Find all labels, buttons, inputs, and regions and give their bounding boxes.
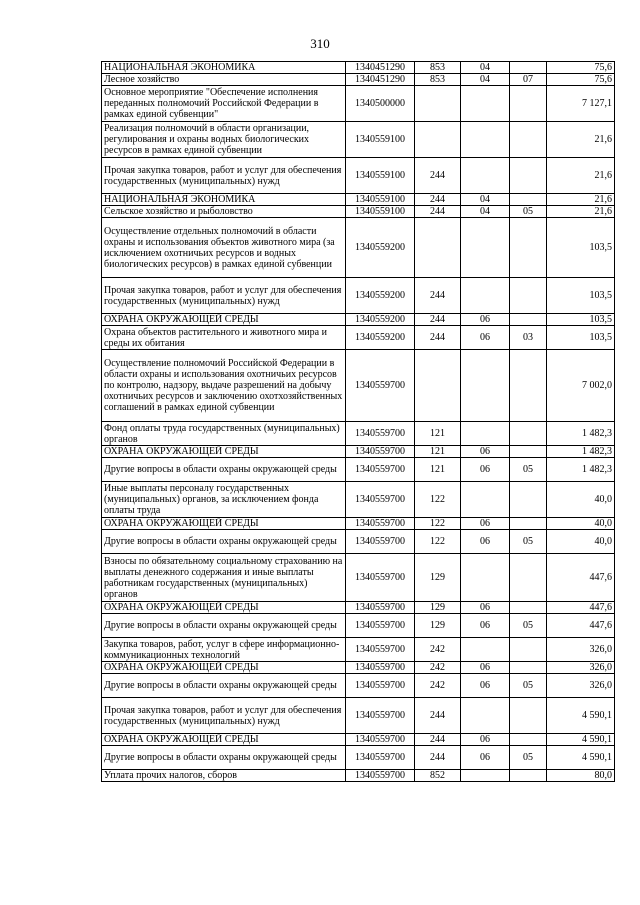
- cell-target-article: 1340559700: [346, 746, 415, 770]
- cell-section: [461, 86, 510, 122]
- cell-section: 04: [461, 74, 510, 86]
- cell-subsection: [510, 62, 547, 74]
- cell-name: ОХРАНА ОКРУЖАЮЩЕЙ СРЕДЫ: [102, 446, 346, 458]
- table-row: [102, 518, 615, 530]
- table-row: [102, 194, 615, 206]
- cell-name: Охрана объектов растительного и животного мира и среды их обитания: [102, 326, 346, 350]
- cell-target-article: 1340559700: [346, 518, 415, 530]
- cell-subsection: 05: [510, 458, 547, 482]
- cell-amount: 103,5: [547, 278, 615, 314]
- table-row: [102, 62, 615, 74]
- cell-expense-type: [415, 350, 461, 422]
- cell-name: Прочая закупка товаров, работ и услуг для обеспечения государственных (муниципальных) нужд: [102, 278, 346, 314]
- cell-expense-type: 242: [415, 662, 461, 674]
- cell-section: 06: [461, 458, 510, 482]
- cell-name: Другие вопросы в области охраны окружающей среды: [102, 530, 346, 554]
- cell-subsection: 05: [510, 530, 547, 554]
- cell-name: Другие вопросы в области охраны окружающей среды: [102, 674, 346, 698]
- cell-section: 06: [461, 674, 510, 698]
- cell-amount: 326,0: [547, 638, 615, 662]
- cell-expense-type: [415, 218, 461, 278]
- cell-amount: 4 590,1: [547, 734, 615, 746]
- cell-amount: 447,6: [547, 554, 615, 602]
- cell-expense-type: 242: [415, 638, 461, 662]
- cell-amount: 326,0: [547, 674, 615, 698]
- table-row: [102, 554, 615, 602]
- cell-expense-type: 242: [415, 674, 461, 698]
- cell-subsection: [510, 122, 547, 158]
- cell-subsection: [510, 554, 547, 602]
- cell-name: Другие вопросы в области охраны окружающей среды: [102, 458, 346, 482]
- cell-target-article: 1340559700: [346, 734, 415, 746]
- table-row: [102, 674, 615, 698]
- cell-name: Другие вопросы в области охраны окружающей среды: [102, 614, 346, 638]
- cell-expense-type: 244: [415, 698, 461, 734]
- cell-target-article: 1340559200: [346, 326, 415, 350]
- cell-target-article: 1340559200: [346, 278, 415, 314]
- cell-section: 04: [461, 62, 510, 74]
- cell-section: 06: [461, 326, 510, 350]
- cell-subsection: [510, 86, 547, 122]
- cell-amount: 75,6: [547, 74, 615, 86]
- cell-expense-type: 122: [415, 482, 461, 518]
- cell-subsection: 07: [510, 74, 547, 86]
- cell-amount: 447,6: [547, 602, 615, 614]
- cell-amount: 326,0: [547, 662, 615, 674]
- cell-expense-type: 853: [415, 74, 461, 86]
- cell-expense-type: 121: [415, 446, 461, 458]
- cell-amount: 40,0: [547, 518, 615, 530]
- cell-amount: 21,6: [547, 206, 615, 218]
- table-row: [102, 614, 615, 638]
- cell-target-article: 1340559700: [346, 446, 415, 458]
- cell-section: 06: [461, 314, 510, 326]
- cell-section: 04: [461, 206, 510, 218]
- cell-section: 06: [461, 614, 510, 638]
- cell-subsection: [510, 770, 547, 782]
- table-row: [102, 122, 615, 158]
- table-row: [102, 482, 615, 518]
- cell-amount: 21,6: [547, 122, 615, 158]
- cell-expense-type: 244: [415, 746, 461, 770]
- table-row: [102, 86, 615, 122]
- cell-expense-type: 121: [415, 458, 461, 482]
- cell-subsection: [510, 218, 547, 278]
- table-row: [102, 218, 615, 278]
- cell-expense-type: 244: [415, 326, 461, 350]
- cell-name: Другие вопросы в области охраны окружающей среды: [102, 746, 346, 770]
- cell-subsection: [510, 638, 547, 662]
- table-row: [102, 530, 615, 554]
- cell-section: [461, 422, 510, 446]
- cell-expense-type: 121: [415, 422, 461, 446]
- cell-expense-type: 129: [415, 554, 461, 602]
- cell-target-article: 1340559700: [346, 458, 415, 482]
- cell-target-article: 1340559700: [346, 482, 415, 518]
- cell-name: ОХРАНА ОКРУЖАЮЩЕЙ СРЕДЫ: [102, 734, 346, 746]
- cell-expense-type: 122: [415, 518, 461, 530]
- cell-target-article: 1340500000: [346, 86, 415, 122]
- cell-target-article: 1340559700: [346, 674, 415, 698]
- cell-section: 04: [461, 194, 510, 206]
- cell-subsection: 05: [510, 206, 547, 218]
- cell-expense-type: 244: [415, 314, 461, 326]
- cell-subsection: [510, 422, 547, 446]
- table-row: [102, 74, 615, 86]
- cell-amount: 21,6: [547, 194, 615, 206]
- cell-section: [461, 278, 510, 314]
- cell-amount: 4 590,1: [547, 746, 615, 770]
- cell-amount: 1 482,3: [547, 458, 615, 482]
- cell-subsection: [510, 194, 547, 206]
- cell-target-article: 1340451290: [346, 74, 415, 86]
- table-row: [102, 746, 615, 770]
- cell-name: Осуществление полномочий Российской Федерации в области охраны и использования охотничьих ресурсов по контролю, надзору, выдаче разрешений на добычу охотничьих ресурсов и заключению охотхозяйственных соглашений в рамках единой субвенции: [102, 350, 346, 422]
- cell-expense-type: 244: [415, 278, 461, 314]
- cell-subsection: 03: [510, 326, 547, 350]
- cell-subsection: 05: [510, 746, 547, 770]
- cell-amount: 103,5: [547, 326, 615, 350]
- cell-name: Прочая закупка товаров, работ и услуг для обеспечения государственных (муниципальных) нужд: [102, 158, 346, 194]
- cell-expense-type: 244: [415, 158, 461, 194]
- cell-name: ОХРАНА ОКРУЖАЮЩЕЙ СРЕДЫ: [102, 662, 346, 674]
- cell-target-article: 1340559100: [346, 194, 415, 206]
- cell-expense-type: 129: [415, 614, 461, 638]
- cell-subsection: [510, 518, 547, 530]
- cell-name: ОХРАНА ОКРУЖАЮЩЕЙ СРЕДЫ: [102, 314, 346, 326]
- table-body: [102, 62, 615, 782]
- cell-expense-type: 244: [415, 734, 461, 746]
- cell-name: Сельское хозяйство и рыболовство: [102, 206, 346, 218]
- cell-subsection: [510, 734, 547, 746]
- table-row: [102, 602, 615, 614]
- cell-name: Уплата прочих налогов, сборов: [102, 770, 346, 782]
- cell-subsection: 05: [510, 674, 547, 698]
- cell-name: Взносы по обязательному социальному страхованию на выплаты денежного содержания и иные выплаты работникам государственных (муниципальных) органов: [102, 554, 346, 602]
- cell-name: Прочая закупка товаров, работ и услуг для обеспечения государственных (муниципальных) нужд: [102, 698, 346, 734]
- cell-subsection: [510, 158, 547, 194]
- cell-section: [461, 482, 510, 518]
- cell-name: Лесное хозяйство: [102, 74, 346, 86]
- cell-section: 06: [461, 662, 510, 674]
- cell-amount: 40,0: [547, 482, 615, 518]
- cell-amount: 7 002,0: [547, 350, 615, 422]
- cell-expense-type: 129: [415, 602, 461, 614]
- cell-name: ОХРАНА ОКРУЖАЮЩЕЙ СРЕДЫ: [102, 602, 346, 614]
- cell-target-article: 1340559700: [346, 638, 415, 662]
- cell-target-article: 1340559700: [346, 614, 415, 638]
- cell-target-article: 1340559700: [346, 422, 415, 446]
- cell-amount: 447,6: [547, 614, 615, 638]
- table-row: [102, 446, 615, 458]
- cell-name: Фонд оплаты труда государственных (муниципальных) органов: [102, 422, 346, 446]
- cell-name: Закупка товаров, работ, услуг в сфере информационно-коммуникационных технологий: [102, 638, 346, 662]
- cell-target-article: 1340559700: [346, 350, 415, 422]
- cell-target-article: 1340559200: [346, 218, 415, 278]
- cell-section: [461, 554, 510, 602]
- cell-section: 06: [461, 734, 510, 746]
- cell-section: [461, 698, 510, 734]
- cell-subsection: [510, 350, 547, 422]
- cell-name: Иные выплаты персоналу государственных (муниципальных) органов, за исключением фонда оплаты труда: [102, 482, 346, 518]
- cell-section: [461, 770, 510, 782]
- table-row: [102, 278, 615, 314]
- table-row: [102, 458, 615, 482]
- cell-section: 06: [461, 602, 510, 614]
- cell-target-article: 1340559100: [346, 122, 415, 158]
- cell-amount: 75,6: [547, 62, 615, 74]
- cell-section: [461, 638, 510, 662]
- cell-section: 06: [461, 446, 510, 458]
- cell-target-article: 1340559100: [346, 158, 415, 194]
- cell-expense-type: 244: [415, 194, 461, 206]
- table-row: [102, 350, 615, 422]
- cell-amount: 80,0: [547, 770, 615, 782]
- table-row: [102, 662, 615, 674]
- cell-target-article: 1340559700: [346, 662, 415, 674]
- page-number: 310: [310, 36, 330, 51]
- cell-amount: 21,6: [547, 158, 615, 194]
- cell-expense-type: 244: [415, 206, 461, 218]
- cell-name: ОХРАНА ОКРУЖАЮЩЕЙ СРЕДЫ: [102, 518, 346, 530]
- cell-name: НАЦИОНАЛЬНАЯ ЭКОНОМИКА: [102, 62, 346, 74]
- cell-target-article: 1340559700: [346, 770, 415, 782]
- cell-target-article: 1340559200: [346, 314, 415, 326]
- cell-subsection: [510, 602, 547, 614]
- cell-section: 06: [461, 518, 510, 530]
- cell-target-article: 1340559100: [346, 206, 415, 218]
- cell-subsection: [510, 698, 547, 734]
- cell-name: Осуществление отдельных полномочий в области охраны и использования объектов животного мира (за исключением охотничьих ресурсов и водных биологических ресурсов) в рамках единой субвенции: [102, 218, 346, 278]
- cell-amount: 4 590,1: [547, 698, 615, 734]
- table-row: [102, 638, 615, 662]
- table-row: [102, 422, 615, 446]
- cell-section: [461, 158, 510, 194]
- table-row: [102, 314, 615, 326]
- table-row: [102, 158, 615, 194]
- cell-subsection: [510, 278, 547, 314]
- table-row: [102, 326, 615, 350]
- cell-amount: 1 482,3: [547, 446, 615, 458]
- cell-amount: 1 482,3: [547, 422, 615, 446]
- cell-section: [461, 218, 510, 278]
- cell-subsection: [510, 314, 547, 326]
- cell-section: 06: [461, 746, 510, 770]
- cell-section: 06: [461, 530, 510, 554]
- table-row: [102, 698, 615, 734]
- cell-amount: 103,5: [547, 314, 615, 326]
- cell-amount: 103,5: [547, 218, 615, 278]
- cell-target-article: 1340559700: [346, 554, 415, 602]
- cell-subsection: [510, 446, 547, 458]
- budget-table: [101, 61, 615, 782]
- cell-section: [461, 122, 510, 158]
- cell-amount: 7 127,1: [547, 86, 615, 122]
- cell-target-article: 1340451290: [346, 62, 415, 74]
- table-row: [102, 770, 615, 782]
- cell-expense-type: 122: [415, 530, 461, 554]
- table-row: [102, 734, 615, 746]
- cell-section: [461, 350, 510, 422]
- cell-subsection: [510, 662, 547, 674]
- cell-name: Основное мероприятие "Обеспечение исполнения переданных полномочий Российской Федерации в рамках единой субвенции": [102, 86, 346, 122]
- cell-expense-type: 853: [415, 62, 461, 74]
- cell-target-article: 1340559700: [346, 602, 415, 614]
- table-row: [102, 206, 615, 218]
- cell-expense-type: [415, 86, 461, 122]
- cell-amount: 40,0: [547, 530, 615, 554]
- cell-subsection: 05: [510, 614, 547, 638]
- cell-expense-type: [415, 122, 461, 158]
- cell-subsection: [510, 482, 547, 518]
- cell-name: НАЦИОНАЛЬНАЯ ЭКОНОМИКА: [102, 194, 346, 206]
- cell-target-article: 1340559700: [346, 698, 415, 734]
- cell-target-article: 1340559700: [346, 530, 415, 554]
- cell-name: Реализация полномочий в области организации, регулирования и охраны водных биологических ресурсов в рамках единой субвенции: [102, 122, 346, 158]
- cell-expense-type: 852: [415, 770, 461, 782]
